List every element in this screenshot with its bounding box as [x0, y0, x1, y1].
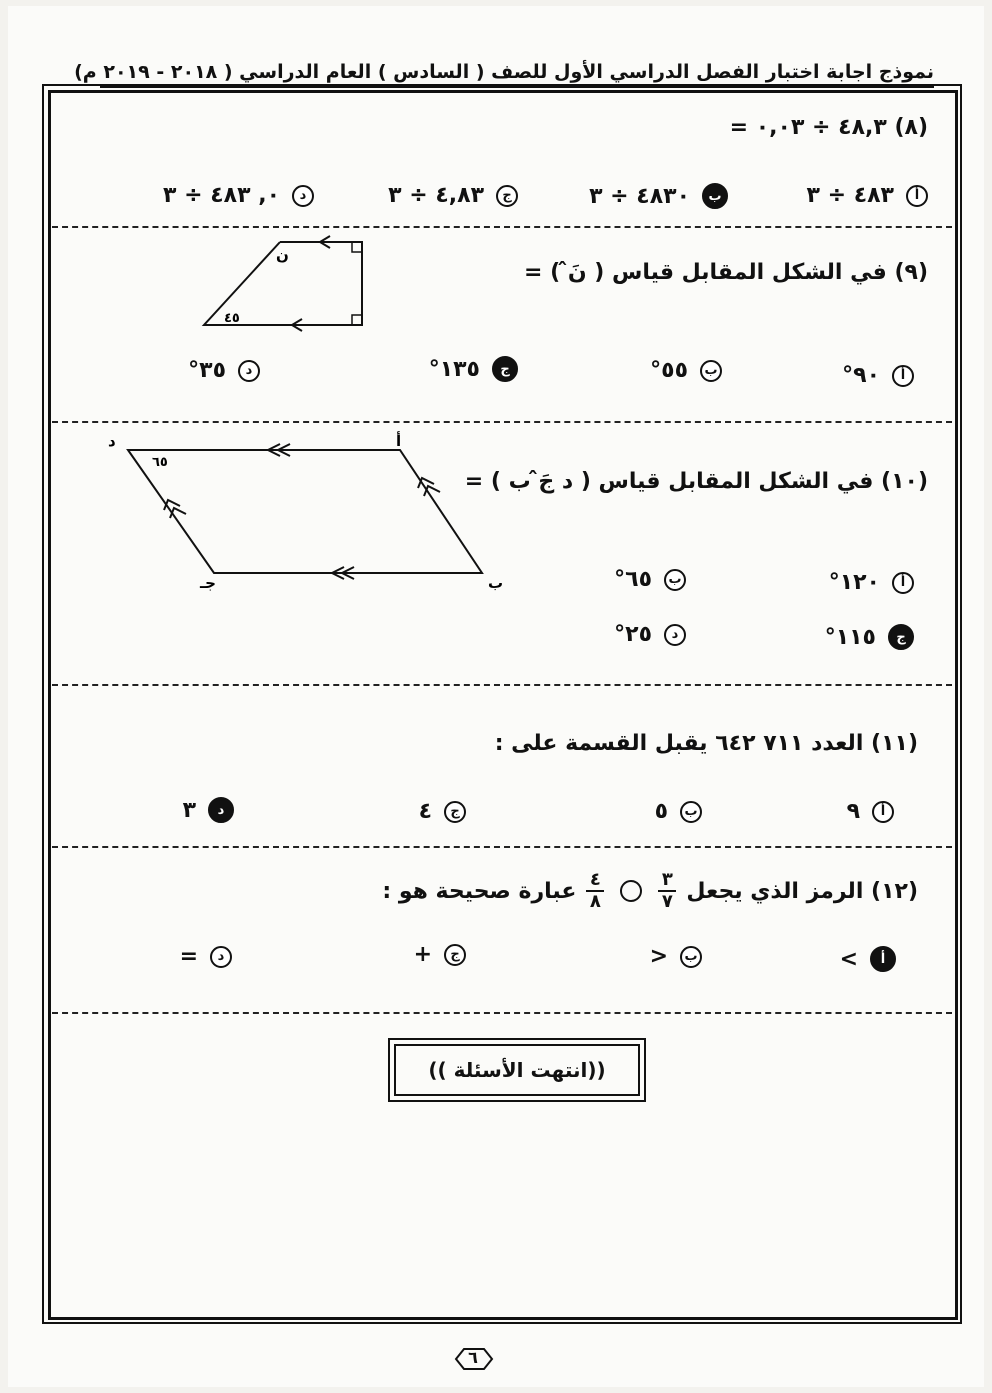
- option-bubble[interactable]: ب: [700, 360, 722, 382]
- vertex-label-b: ب: [488, 574, 504, 592]
- option-text: ٦٥°: [614, 567, 652, 592]
- q12-stem-prefix: (١٢) الرمز الذي يجعل: [686, 878, 918, 904]
- divider: [52, 846, 952, 848]
- page-header: نموذج اجابة اختبار الفصل الدراسي الأول للصف ( السادس ) العام الدراسي ( ٢٠١٨ - ٢٠١٩ م): [100, 58, 934, 88]
- comparison-blank-circle: [620, 880, 642, 902]
- angle-label: ٤٥: [224, 311, 240, 326]
- option-bubble[interactable]: أ: [872, 801, 894, 823]
- angle-label: ٦٥: [152, 455, 168, 470]
- q11-option-d[interactable]: [183, 797, 234, 823]
- option-text: ٩٠°: [842, 363, 880, 388]
- option-text: ٤,٨٣ ÷ ٣: [388, 183, 484, 208]
- option-text: ١٢٠°: [828, 570, 880, 595]
- option-bubble[interactable]: د: [210, 946, 232, 968]
- q8-option-a[interactable]: [807, 183, 929, 208]
- fraction-denominator: ٨: [589, 891, 601, 912]
- q12-option-b[interactable]: [650, 944, 702, 969]
- option-bubble-selected[interactable]: ج: [888, 624, 914, 650]
- q11-option-b[interactable]: [655, 799, 702, 824]
- option-bubble[interactable]: أ: [906, 185, 928, 207]
- option-bubble-selected[interactable]: د: [208, 797, 234, 823]
- option-text: ١١٥°: [824, 624, 876, 650]
- end-of-questions-box: [388, 1038, 646, 1102]
- fraction-numerator: ٤: [589, 869, 601, 890]
- option-bubble[interactable]: ج: [444, 944, 466, 966]
- option-text: ٣٥°: [188, 358, 226, 383]
- q12-stem-suffix: عبارة صحيحة هو :: [382, 878, 577, 904]
- fraction-numerator: ٣: [661, 869, 673, 890]
- option-bubble[interactable]: د: [292, 185, 314, 207]
- option-bubble[interactable]: ج: [444, 801, 466, 823]
- option-text: +: [413, 942, 432, 967]
- q10-option-c[interactable]: [825, 624, 914, 650]
- vertex-label-d: د: [108, 432, 116, 450]
- option-text: ٩: [846, 799, 860, 824]
- option-text: ٤: [418, 799, 432, 824]
- fraction-denominator: ٧: [661, 891, 673, 912]
- vertex-label: ن: [276, 246, 289, 264]
- option-text: =: [179, 944, 198, 969]
- question-12-stem: [382, 870, 918, 912]
- question-8-stem: (٨) ٤٨,٣ ÷ ٠,٠٣ =: [729, 115, 928, 140]
- option-text: >: [839, 946, 858, 972]
- option-text: ٤٨٣٠ ÷ ٣: [589, 183, 690, 209]
- q9-trapezoid-figure: [196, 232, 376, 336]
- divider: [52, 1012, 952, 1014]
- option-bubble[interactable]: ب: [680, 946, 702, 968]
- option-bubble[interactable]: أ: [892, 572, 914, 594]
- option-bubble-selected[interactable]: أ: [870, 946, 896, 972]
- option-text: ٥: [654, 799, 668, 824]
- option-text: ٢٥°: [614, 622, 652, 647]
- option-bubble[interactable]: ب: [680, 801, 702, 823]
- q12-option-a[interactable]: [840, 946, 896, 972]
- q11-option-a[interactable]: [847, 799, 894, 824]
- q10-option-b[interactable]: [614, 567, 686, 592]
- page-number: ٦: [468, 1348, 478, 1367]
- option-text: ٣: [182, 797, 196, 823]
- option-bubble[interactable]: أ: [892, 365, 914, 387]
- question-10-stem: (١٠) في الشكل المقابل قياس ( د جَ̂ ب ) =: [464, 469, 928, 494]
- q8-option-b[interactable]: [589, 183, 728, 209]
- q12-option-c[interactable]: [414, 942, 466, 967]
- option-bubble-selected[interactable]: ب: [702, 183, 728, 209]
- divider: [52, 421, 952, 423]
- option-text: ١٣٥°: [428, 356, 480, 382]
- question-11-stem: (١١) العدد ٧١١ ٦٤٢ يقبل القسمة على :: [494, 731, 918, 756]
- vertex-label-j: جـ: [200, 574, 216, 592]
- divider: [52, 684, 952, 686]
- q10-parallelogram-figure: [100, 430, 520, 595]
- q9-option-b[interactable]: [650, 358, 722, 383]
- question-9-stem: (٩) في الشكل المقابل قياس ( نَ̂ ) =: [524, 260, 928, 285]
- q9-option-a[interactable]: [842, 363, 914, 388]
- q8-option-d[interactable]: [163, 183, 314, 208]
- end-of-questions-text: ((انتهت الأسئلة )): [394, 1044, 640, 1096]
- divider: [52, 226, 952, 228]
- q12-option-d[interactable]: [180, 944, 232, 969]
- option-bubble[interactable]: د: [238, 360, 260, 382]
- q11-option-c[interactable]: [419, 799, 466, 824]
- option-text: ٥٥°: [650, 358, 688, 383]
- q9-option-d[interactable]: [188, 358, 260, 383]
- q8-option-c[interactable]: [388, 183, 518, 208]
- vertex-label-a: أ: [396, 432, 402, 450]
- q9-option-c[interactable]: [429, 356, 518, 382]
- option-bubble[interactable]: ج: [496, 185, 518, 207]
- option-text: <: [649, 944, 668, 969]
- q10-option-a[interactable]: [829, 570, 914, 595]
- option-text: ٤٨٣ ÷ ٣: [806, 183, 894, 208]
- fraction-3-7: [658, 870, 676, 912]
- fraction-4-8: [586, 870, 604, 912]
- option-bubble[interactable]: ب: [664, 569, 686, 591]
- q10-option-d[interactable]: [614, 622, 686, 647]
- option-bubble-selected[interactable]: ج: [492, 356, 518, 382]
- option-bubble[interactable]: د: [664, 624, 686, 646]
- option-text: ٠, ٤٨٣ ÷ ٣: [163, 183, 280, 208]
